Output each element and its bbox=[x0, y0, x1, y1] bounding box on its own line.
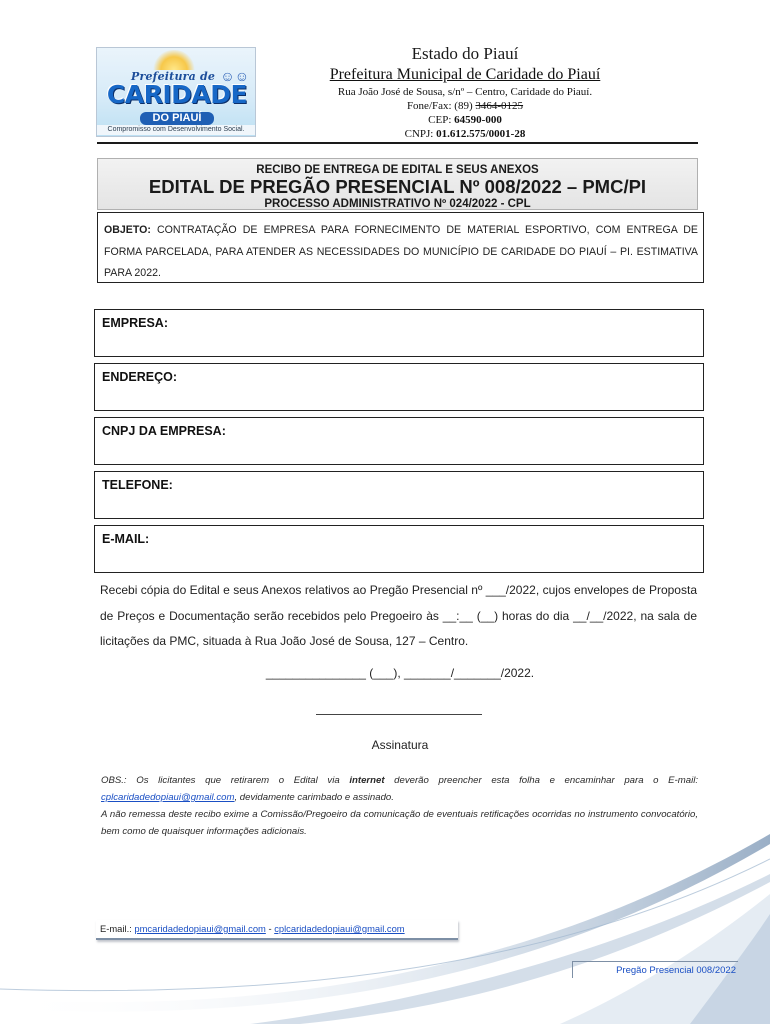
header-divider bbox=[97, 142, 698, 144]
obs-text-4: A não remessa deste recibo exime a Comissão/Pregoeiro da comunicação de eventuais retificações ocorridas no instrumento convocatório, bem como de quaisquer informações adicionais. bbox=[101, 809, 698, 837]
cep-value: 64590-000 bbox=[454, 114, 502, 126]
cnpj-label: CNPJ: bbox=[404, 128, 437, 140]
state-name: Estado do Piauí bbox=[411, 44, 519, 63]
receipt-title: RECIBO DE ENTREGA DE EDITAL E SEUS ANEXOS bbox=[256, 164, 539, 176]
people-icon: ☺☺ bbox=[220, 68, 249, 84]
cnpj-line bbox=[290, 127, 640, 141]
logo-sub-text: DO PIAUÍ bbox=[140, 112, 214, 125]
cep-line bbox=[290, 113, 640, 127]
phone-label: Fone/Fax: (89) bbox=[406, 100, 476, 112]
observations bbox=[101, 772, 698, 840]
empresa-label: EMPRESA: bbox=[102, 316, 168, 330]
footer-email-bar bbox=[96, 920, 458, 940]
logo-main-text: CARIDADE bbox=[106, 80, 248, 109]
receipt-statement: Recebi cópia do Edital e seus Anexos relativos ao Pregão Presencial nº ___/2022, cujos envelopes de Proposta de Preços e Documentação serão recebidos pelo Pregoeiro às __:__ (__) horas do dia __/__/2022, na sala de licitações da PMC, situada à Rua João José de Sousa, 127 – Centro. bbox=[100, 583, 697, 648]
process-number: PROCESSO ADMINISTRATIVO Nº 024/2022 - CPL bbox=[264, 198, 531, 210]
email-label: E-MAIL: bbox=[102, 532, 150, 546]
obs-text-2: deverão preencher esta folha e encaminhar para o E-mail: bbox=[384, 775, 699, 786]
telefone-field[interactable] bbox=[94, 471, 704, 519]
obs-internet: internet bbox=[349, 775, 385, 786]
phone-line bbox=[290, 99, 640, 113]
phone-number: 3464-0125 bbox=[475, 100, 524, 112]
obs-text-3: , devidamente carimbado e assinado. bbox=[234, 792, 394, 803]
document-title-box bbox=[97, 158, 698, 210]
date-line: _______________ (___), _______/_______/2022. bbox=[265, 666, 535, 680]
cnpj-field-label: CNPJ DA EMPRESA: bbox=[102, 424, 226, 438]
cnpj-value: 01.612.575/0001-28 bbox=[436, 128, 526, 140]
footer-email-label: E-mail.: bbox=[100, 923, 135, 934]
endereco-field[interactable] bbox=[94, 363, 704, 411]
prefeitura-name: Prefeitura Municipal de Caridade do Piauí bbox=[329, 66, 601, 83]
footer-email-link-2[interactable]: cplcaridadedopiaui@gmail.com bbox=[274, 923, 405, 934]
email-field[interactable] bbox=[94, 525, 704, 573]
address-line: Rua João José de Sousa, s/nº – Centro, Caridade do Piauí. bbox=[337, 86, 593, 98]
empresa-field[interactable] bbox=[94, 309, 704, 357]
objeto-label: OBJETO: bbox=[104, 224, 151, 236]
endereco-label: ENDEREÇO: bbox=[102, 370, 178, 384]
telefone-label: TELEFONE: bbox=[102, 478, 173, 492]
logo-tagline: Compromisso com Desenvolvimento Social. bbox=[97, 125, 255, 135]
edital-title: EDITAL DE PREGÃO PRESENCIAL Nº 008/2022 – PMC/PI bbox=[148, 176, 647, 197]
footer-email-link-1[interactable]: pmcaridadedopiaui@gmail.com bbox=[134, 923, 266, 934]
signature-line bbox=[316, 714, 482, 715]
sun-graphic bbox=[153, 50, 195, 70]
objeto-description bbox=[97, 212, 704, 283]
logo-top-text: Prefeitura de bbox=[131, 70, 216, 83]
municipality-logo bbox=[96, 47, 256, 137]
cep-label: CEP: bbox=[428, 114, 455, 126]
footer-document-tag: Pregão Presencial 008/2022 bbox=[572, 961, 738, 978]
objeto-text: CONTRATAÇÃO DE EMPRESA PARA FORNECIMENTO DE MATERIAL ESPORTIVO, COM ENTREGA DE FORMA PARCELADA, PARA ATENDER AS NECESSIDADES DO MUNICÍPIO DE CARIDADE DO PIAUÍ – PI. ESTIMATIVA PARA 2022. bbox=[104, 224, 698, 279]
cnpj-field[interactable] bbox=[94, 417, 704, 465]
obs-text-1: OBS.: Os licitantes que retirarem o Edital via bbox=[101, 775, 350, 786]
signature-label: Assinatura bbox=[371, 738, 429, 752]
obs-email-link[interactable]: cplcaridadedopiaui@gmail.com bbox=[101, 792, 235, 803]
footer-email-separator: - bbox=[265, 923, 275, 934]
letterhead bbox=[290, 44, 640, 141]
